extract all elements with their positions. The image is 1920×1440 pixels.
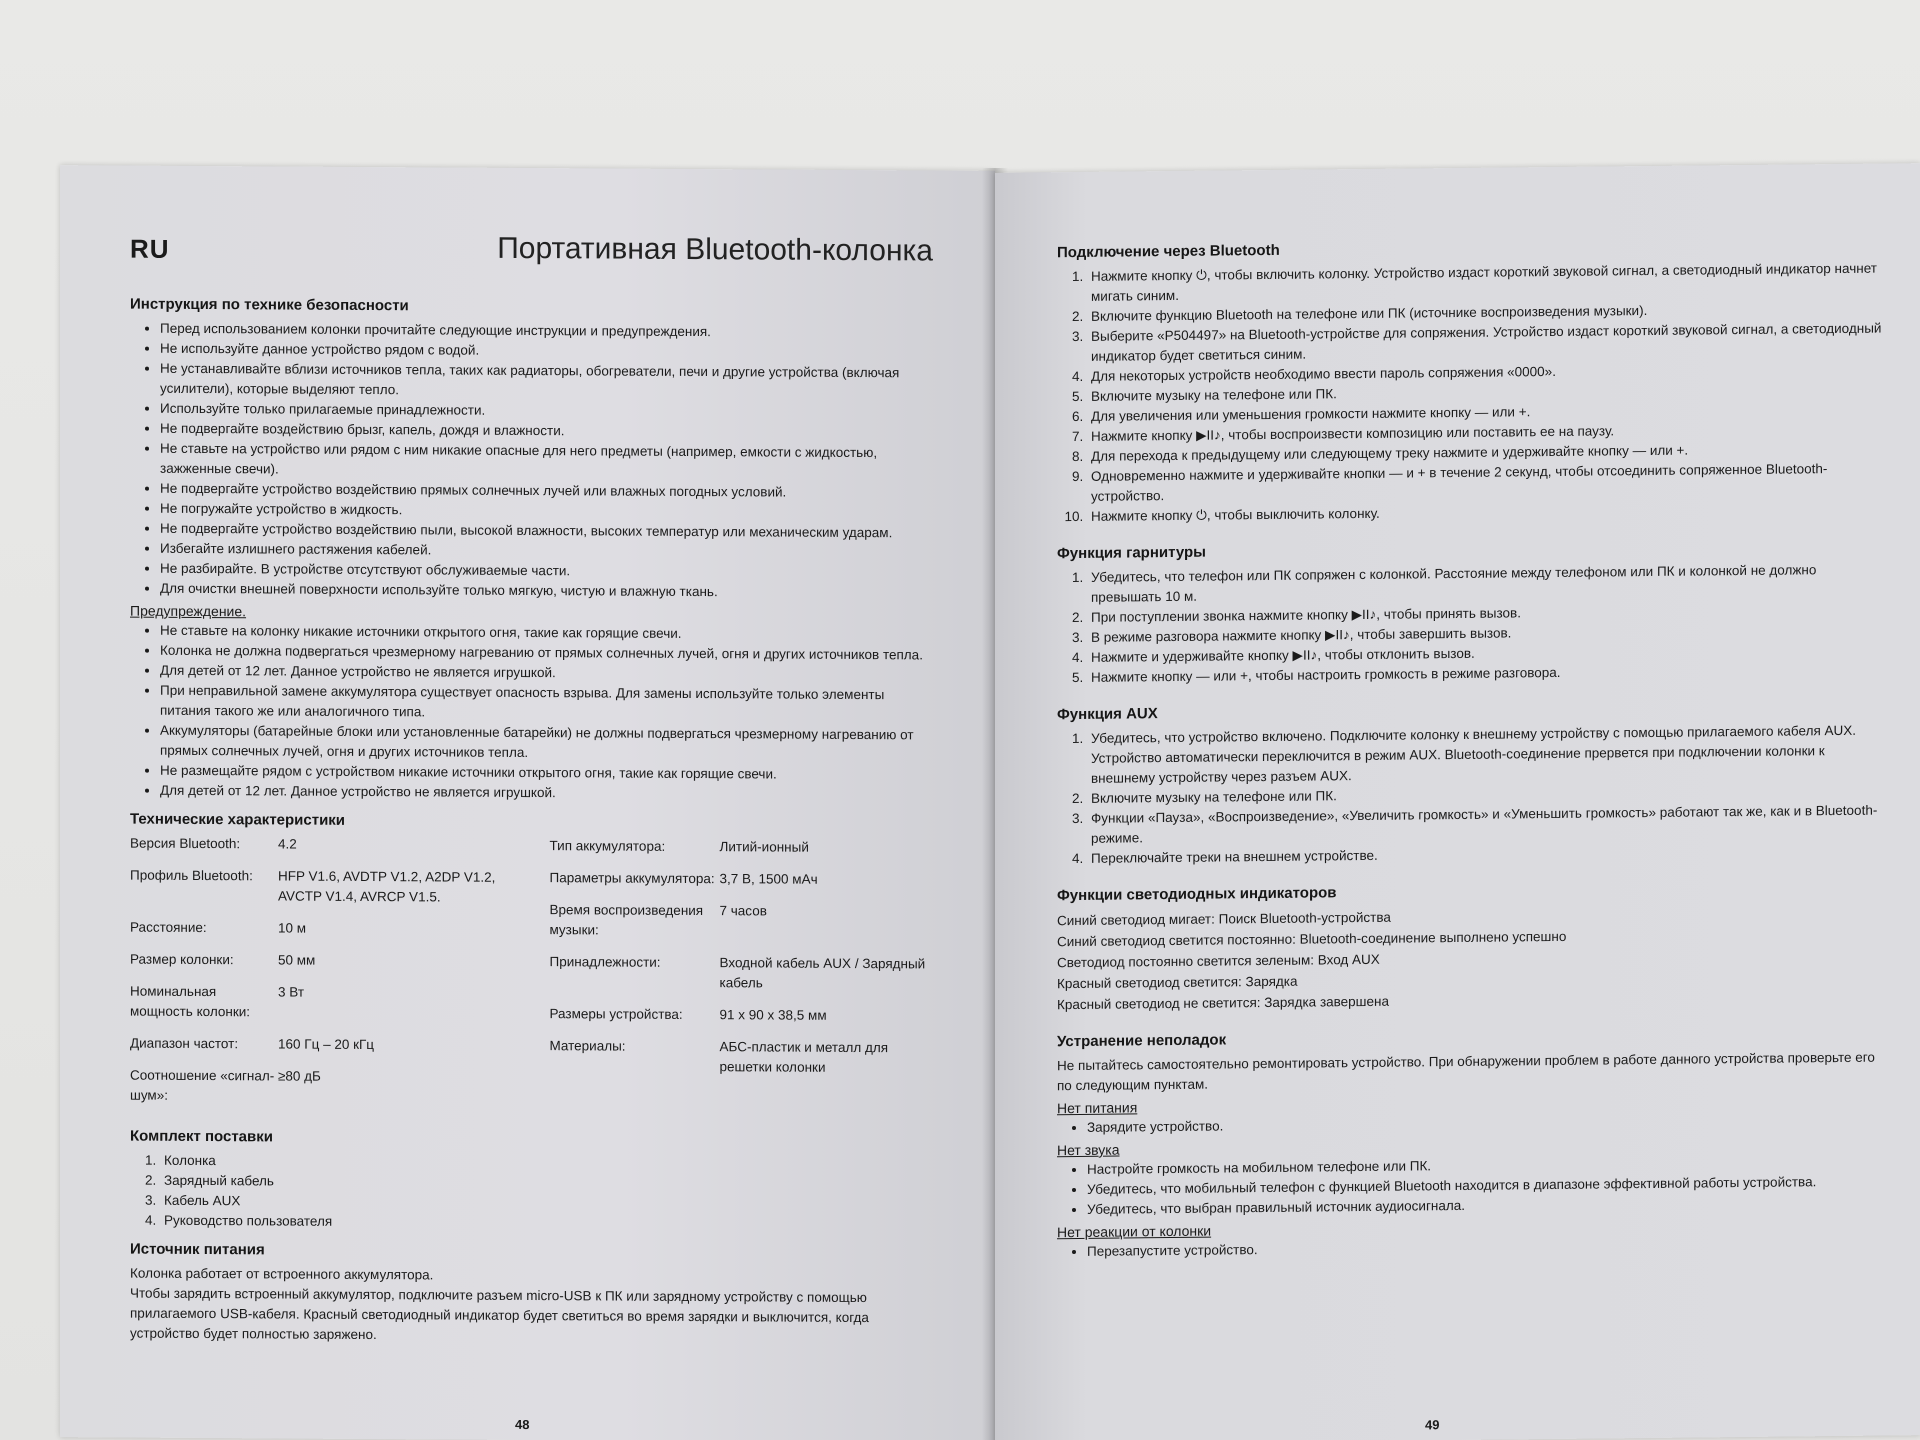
- list-item: 10. Нажмите кнопку ⏻, чтобы выключить колонку.: [1087, 498, 1890, 526]
- list-item: • Используйте только прилагаемые принадлежности.: [160, 399, 933, 424]
- list-item: • Не ставьте на колонку никакие источники открытого огня, такие как горящие свечи.: [160, 621, 933, 646]
- list-item: 2. Включите музыку на телефоне или ПК.: [1087, 780, 1890, 808]
- spec-key: Расстояние:: [130, 919, 207, 936]
- list-item: • Настройте громкость на мобильном телефоне или ПК.: [1087, 1151, 1890, 1179]
- list-item: 1. Колонка: [160, 1151, 933, 1176]
- spec-value: 7 часов: [719, 903, 767, 919]
- list-item: • Не подвергайте устройство воздействию прямых солнечных лучей или влажных погодных условий.: [160, 479, 933, 504]
- list-item: 3. Функции «Пауза», «Воспроизведение», «Увеличить громкость» и «Уменьшить громкость» работают так же, как и в Bluetooth-режиме.: [1087, 800, 1890, 848]
- spec-row: [130, 834, 514, 856]
- no-response-heading: Нет реакции от колонки: [1057, 1222, 1212, 1241]
- list-item: 9. Одновременно нажмите и удерживайте кнопки — и + в течение 2 секунд, чтобы отсоединить сопряженное Bluetooth-устройство.: [1087, 458, 1890, 506]
- list-item: 3. В режиме разговора нажмите кнопку ▶II♪, чтобы завершить вызов.: [1087, 619, 1890, 647]
- language-code: RU: [130, 233, 170, 264]
- list-item: • Колонка не должна подвергаться чрезмерному нагреванию от прямых солнечных лучей, огня и других источников тепла.: [160, 641, 933, 666]
- list-item: 3. Кабель AUX: [160, 1191, 933, 1216]
- kit-heading: Комплект поставки: [130, 1127, 273, 1146]
- troubleshooting-heading: Устранение неполадок: [1057, 1031, 1227, 1051]
- left-page: [60, 165, 995, 1440]
- list-item: 5. Нажмите кнопку — или +, чтобы настроить громкость в режиме разговора.: [1087, 659, 1890, 687]
- spec-row: [550, 1036, 934, 1078]
- list-item: • При неправильной замене аккумулятора существует опасность взрыва. Для замены используйте только элементы питания такого же или аналогичного типа.: [160, 681, 933, 726]
- list-item: • Не подвергайте устройство воздействию пыли, высокой влажности, высоких температур или механическим ударам.: [160, 519, 933, 544]
- specs-column-left: [130, 834, 514, 1120]
- list-item: 4. Руководство пользователя: [160, 1211, 933, 1236]
- spec-key: Версия Bluetooth:: [130, 835, 241, 852]
- kit-list: [130, 1151, 933, 1236]
- spec-key: Соотношение «сигнал-шум»:: [130, 1067, 275, 1103]
- spec-key: Параметры аккумулятора:: [549, 870, 715, 887]
- no-power-heading: Нет питания: [1057, 1099, 1138, 1117]
- right-page: [995, 163, 1920, 1440]
- list-item: 2. Включите функцию Bluetooth на телефоне или ПК (источнике воспроизведения музыки).: [1087, 298, 1890, 326]
- list-item: • Для детей от 12 лет. Данное устройство не является игрушкой.: [160, 781, 933, 806]
- list-item: 1. Нажмите кнопку ⏻, чтобы включить колонку. Устройство издаст короткий звуковой сигнал, а светодиодный индикатор начнет мигать синим.: [1087, 258, 1890, 306]
- spec-value: Входной кабель AUX / Зарядный кабель: [719, 955, 926, 991]
- spec-key: Диапазон частот:: [130, 1035, 239, 1052]
- spec-key: Тип аккумулятора:: [549, 838, 666, 854]
- list-item: • Аккумуляторы (батарейные блоки или установленные батарейки) не должны подвергаться чрезмерному нагреванию от прямых солнечных лучей, огня и других источников тепла.: [160, 721, 933, 766]
- spec-row: [550, 952, 934, 994]
- spec-row: [130, 1034, 514, 1056]
- list-item: • Убедитесь, что мобильный телефон с функцией Bluetooth находится в диапазоне эффективной работы устройства.: [1087, 1171, 1890, 1199]
- spec-row: [550, 836, 934, 858]
- spec-value: АБС-пластик и металл для решетки колонки: [719, 1039, 889, 1075]
- led-line: Красный светодиод светится: Зарядка: [1057, 973, 1298, 992]
- spec-key: Материалы:: [549, 1038, 626, 1054]
- led-line: Синий светодиод светится постоянно: Bluetooth-соединение выполнено успешно: [1057, 928, 1567, 950]
- power-text: Колонка работает от встроенного аккумулятора.: [130, 1265, 434, 1283]
- warning-list: [130, 621, 933, 806]
- spec-key: Принадлежности:: [549, 954, 661, 970]
- list-item: • Зарядите устройство.: [1087, 1109, 1890, 1137]
- spec-key: Размер колонки:: [130, 951, 234, 968]
- page-number: 48: [515, 1416, 530, 1433]
- list-item: 4. Переключайте треки на внешнем устройстве.: [1087, 840, 1890, 868]
- list-item: • Не погружайте устройство в жидкость.: [160, 499, 933, 524]
- power-text: Чтобы зарядить встроенный аккумулятор, подключите разъем micro-USB к ПК или зарядному устройству с помощью прилагаемого USB-кабеля. Красный светодиодный индикатор будет светиться во время зарядки и выключится, когда устройство будет полностью заряжено.: [130, 1285, 869, 1343]
- list-item: • Перед использованием колонки прочитайте следующие инструкции и предупреждения.: [160, 319, 933, 344]
- spec-value: 10 м: [278, 920, 307, 936]
- list-item: 6. Для увеличения или уменьшения громкости нажмите кнопку — или +.: [1087, 398, 1890, 426]
- aux-list: [1057, 720, 1890, 869]
- spec-value: ≥80 дБ: [278, 1068, 321, 1084]
- list-item: 2. При поступлении звонка нажмите кнопку ▶II♪, чтобы принять вызов.: [1087, 599, 1890, 627]
- spec-value: Литий-ионный: [719, 839, 809, 855]
- spec-row: [550, 900, 934, 942]
- spec-value: 160 Гц – 20 кГц: [278, 1036, 375, 1053]
- list-item: 7. Нажмите кнопку ▶II♪, чтобы воспроизвести композицию или поставить ее на паузу.: [1087, 418, 1890, 446]
- spec-row: [130, 950, 514, 972]
- list-item: 2. Зарядный кабель: [160, 1171, 933, 1196]
- list-item: 1. Убедитесь, что телефон или ПК сопряжен с колонкой. Расстояние между телефоном или ПК и колонкой не должно превышать 10 м.: [1087, 559, 1890, 607]
- spec-row: [550, 868, 934, 890]
- list-item: • Избегайте излишнего растяжения кабелей.: [160, 539, 933, 564]
- aux-heading: Функция AUX: [1057, 705, 1158, 724]
- list-item: 4. Для некоторых устройств необходимо ввести пароль сопряжения «0000».: [1087, 358, 1890, 386]
- spec-row: [130, 982, 514, 1024]
- spec-key: Профиль Bluetooth:: [130, 867, 253, 884]
- bluetooth-heading: Подключение через Bluetooth: [1057, 241, 1280, 262]
- specs-table: [130, 834, 933, 1123]
- list-item: • Для детей от 12 лет. Данное устройство не является игрушкой.: [160, 661, 933, 686]
- list-item: • Не подвергайте воздействию брызг, капель, дождя и влажности.: [160, 419, 933, 444]
- list-item: • Не используйте данное устройство рядом с водой.: [160, 339, 933, 364]
- page-title: Портативная Bluetooth-колонка: [497, 231, 933, 268]
- spec-row: [550, 1004, 934, 1026]
- list-item: • Не устанавливайте вблизи источников тепла, таких как радиаторы, обогреватели, печи и другие устройства (включая усилители), которые выделяют тепло.: [160, 359, 933, 404]
- list-item: • Не разбирайте. В устройстве отсутствуют обслуживаемые части.: [160, 559, 933, 584]
- led-list: [1057, 901, 1890, 1015]
- list-item: 5. Включите музыку на телефоне или ПК.: [1087, 378, 1890, 406]
- list-item: 3. Выберите «P504497» на Bluetooth-устройстве для сопряжения. Устройство издаст короткий звуковой сигнал, а светодиодный индикатор будет светиться синим.: [1087, 318, 1890, 366]
- spec-row: [130, 1066, 514, 1108]
- spec-row: [130, 866, 514, 908]
- specs-heading: Технические характеристики: [130, 810, 346, 829]
- spec-value: 50 мм: [278, 952, 316, 968]
- specs-column-right: [550, 836, 934, 1122]
- spec-key: Номинальная мощность колонки:: [130, 983, 251, 1020]
- list-item: • Не размещайте рядом с устройством никакие источники открытого огня, такие как горящие свечи.: [160, 761, 933, 786]
- spec-value: 91 x 90 x 38,5 мм: [719, 1007, 827, 1023]
- safety-heading: Инструкция по технике безопасности: [130, 295, 409, 315]
- list-item: • Для очистки внешней поверхности используйте только мягкую, чистую и влажную ткань.: [160, 579, 933, 604]
- list-item: 1. Убедитесь, что устройство включено. Подключите колонку к внешнему устройству с помощью прилагаемого кабеля AUX. Устройство автоматически переключится в режим AUX. Bluetooth-соединение прервется при подключении колонки к внешнему устройству через разъем AUX.: [1087, 720, 1890, 788]
- led-line: Светодиод постоянно светится зеленым: Вход AUX: [1057, 951, 1380, 971]
- list-item: 8. Для перехода к предыдущему или следующему треку нажмите и удерживайте кнопку — или +.: [1087, 438, 1890, 466]
- page-header: [130, 230, 933, 291]
- led-heading: Функции светодиодных индикаторов: [1057, 884, 1337, 905]
- bluetooth-list: [1057, 258, 1890, 527]
- troubleshooting-intro: Не пытайтесь самостоятельно ремонтировать устройство. При обнаружении проблем в работе данного устройства проверьте его по следующим пунктам.: [1057, 1049, 1875, 1094]
- spec-value: 3,7 В, 1500 мАч: [719, 871, 818, 887]
- power-heading: Источник питания: [130, 1240, 265, 1259]
- list-item: 4. Нажмите и удерживайте кнопку ▶II♪, чтобы отклонить вызов.: [1087, 639, 1890, 667]
- spec-key: Размеры устройства:: [549, 1006, 683, 1022]
- spec-row: [130, 918, 514, 940]
- warning-heading: Предупреждение.: [130, 602, 247, 620]
- list-item: • Не ставьте на устройство или рядом с ним никакие опасные для него предметы (например, емкости с жидкостью, зажженные свечи).: [160, 439, 933, 484]
- headset-list: [1057, 559, 1890, 688]
- led-line: Синий светодиод мигает: Поиск Bluetooth-устройства: [1057, 909, 1391, 929]
- spec-value: HFP V1.6, AVDTP V1.2, A2DP V1.2, AVCTP V1.4, AVRCP V1.5.: [278, 868, 496, 905]
- spec-value: 3 Вт: [278, 984, 304, 1000]
- spec-key: Время воспроизведения музыки:: [549, 902, 704, 938]
- safety-list: [130, 319, 933, 604]
- led-line: Красный светодиод не светится: Зарядка завершена: [1057, 993, 1389, 1013]
- list-item: • Убедитесь, что выбран правильный источник аудиосигнала.: [1087, 1191, 1890, 1219]
- list-item: • Перезапустите устройство.: [1087, 1233, 1890, 1261]
- spec-value: 4.2: [278, 836, 297, 852]
- headset-heading: Функция гарнитуры: [1057, 543, 1206, 563]
- page-number: 49: [1425, 1417, 1440, 1433]
- no-sound-heading: Нет звука: [1057, 1141, 1120, 1159]
- no-sound-list: [1057, 1151, 1890, 1220]
